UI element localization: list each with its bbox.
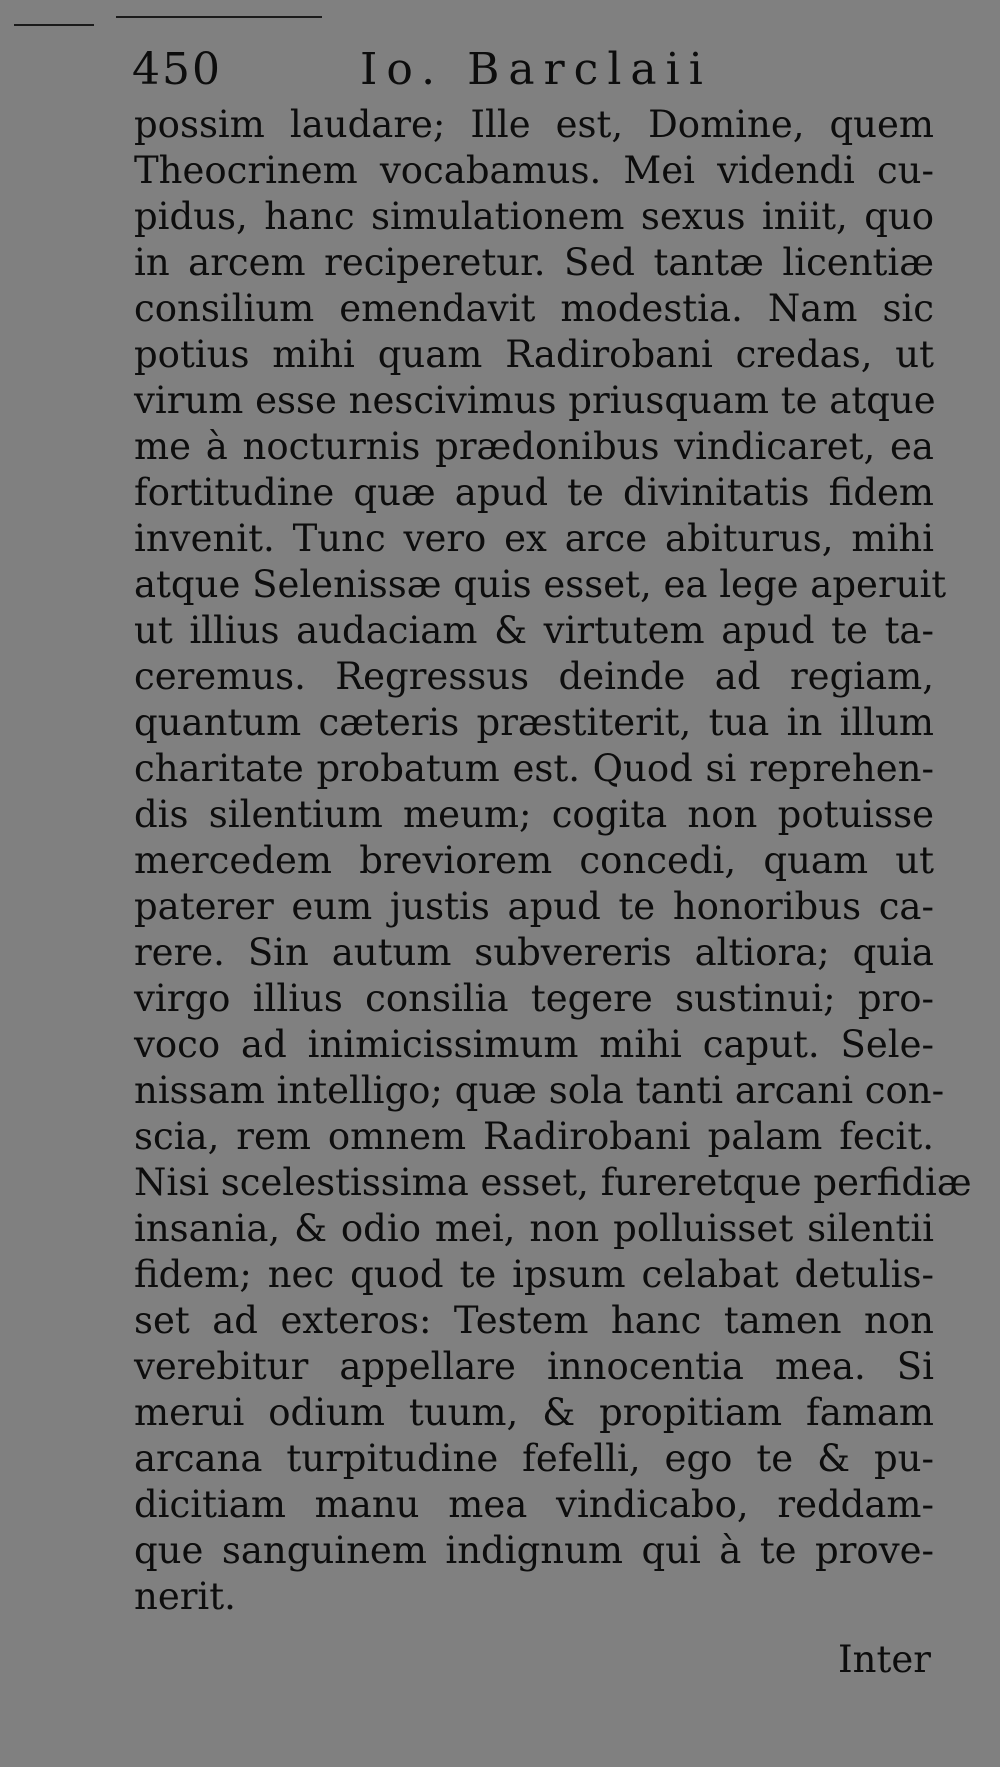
page-number: 450 [132, 44, 222, 95]
text-line: ceremus. Regressus deinde ad regiam, [134, 655, 934, 698]
text-line: merui odium tuum, & propitiam famam [134, 1391, 934, 1434]
text-line: que sanguinem indignum qui à te prove- [134, 1529, 934, 1572]
text-line: Nisi scelestissima esset, fureretque perfidiæ [134, 1161, 972, 1204]
page-header [132, 44, 932, 100]
text-line: ut illius audaciam & virtutem apud te ta- [134, 609, 934, 652]
text-line: fidem; nec quod te ipsum celabat detulis- [134, 1253, 934, 1296]
text-line: arcana turpitudine fefelli, ego te & pu- [134, 1437, 934, 1480]
text-line: potius mihi quam Radirobani credas, ut [134, 333, 934, 376]
body-text [134, 102, 972, 1620]
text-line: set ad exteros: Testem hanc tamen non [134, 1299, 934, 1342]
text-line: dicitiam manu mea vindicabo, reddam- [134, 1483, 934, 1526]
text-line: consilium emendavit modestia. Nam sic [134, 287, 934, 330]
text-line: virum esse nescivimus priusquam te atque [134, 379, 936, 422]
running-title: Io. Barclaii [360, 44, 712, 95]
text-line: fortitudine quæ apud te divinitatis fidem [134, 471, 934, 514]
text-line: quantum cæteris præstiterit, tua in illum [134, 701, 934, 744]
text-line: nissam intelligo; quæ sola tanti arcani con- [134, 1069, 945, 1112]
text-line: virgo illius consilia tegere sustinui; pro- [134, 977, 934, 1020]
text-line: voco ad inimicissimum mihi caput. Sele- [134, 1023, 934, 1066]
catchword: Inter [838, 1638, 931, 1681]
text-line: in arcem reciperetur. Sed tantæ licentiæ [134, 241, 934, 284]
text-line: invenit. Tunc vero ex arce abiturus, mihi [134, 517, 934, 560]
text-line: pidus, hanc simulationem sexus iniit, quo [134, 195, 934, 238]
top-edge-rule-right [116, 16, 322, 18]
text-line: charitate probatum est. Quod si reprehen- [134, 747, 934, 790]
text-line: dis silentium meum; cogita non potuisse [134, 793, 934, 836]
text-line: paterer eum justis apud te honoribus ca- [134, 885, 934, 928]
text-line: nerit. [134, 1575, 236, 1618]
top-edge-rule-left [14, 24, 94, 26]
text-line: me à nocturnis prædonibus vindicaret, ea [134, 425, 934, 468]
text-line: rere. Sin autum subvereris altiora; quia [134, 931, 934, 974]
text-line: mercedem breviorem concedi, quam ut [134, 839, 934, 882]
text-line: insania, & odio mei, non polluisset silentii [134, 1207, 934, 1250]
text-line: Theocrinem vocabamus. Mei videndi cu- [134, 149, 934, 192]
text-line: scia, rem omnem Radirobani palam fecit. [134, 1115, 934, 1158]
text-line: verebitur appellare innocentia mea. Si [134, 1345, 934, 1388]
text-line: atque Selenissæ quis esset, ea lege aperuit [134, 563, 947, 606]
text-line: possim laudare; Ille est, Domine, quem [134, 103, 934, 146]
